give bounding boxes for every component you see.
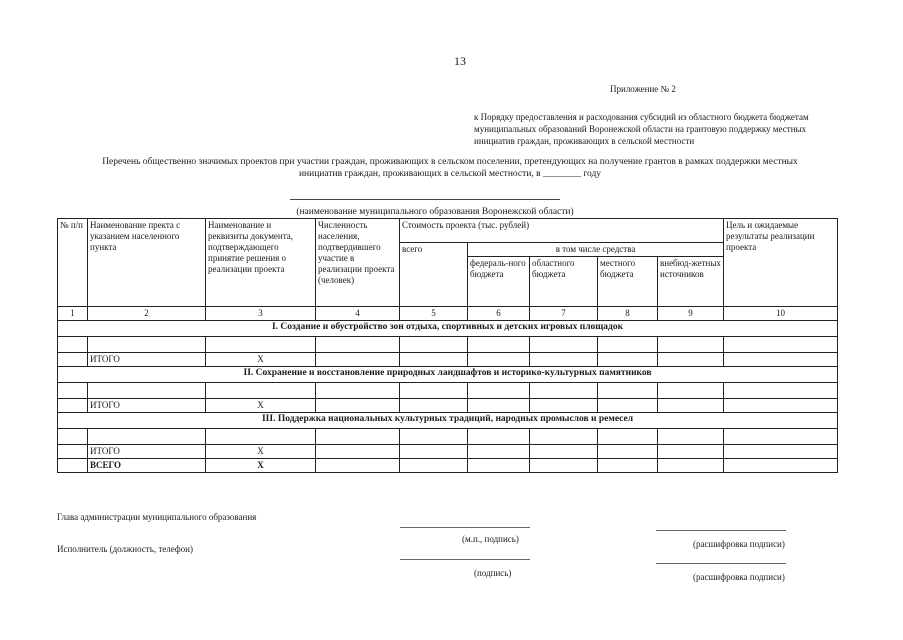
itogo-label: ИТОГО bbox=[88, 445, 206, 459]
header-regional: областного бюджета bbox=[530, 257, 598, 307]
municipality-line bbox=[290, 199, 560, 200]
header-num: № п/п bbox=[58, 219, 88, 307]
head-label: Глава администрации муниципального образования bbox=[57, 512, 257, 522]
x-mark: Х bbox=[206, 445, 316, 459]
appendix-text: к Порядку предоставления и расходования субсидий из областного бюджета бюджетам муниципальных образований Воронежской области на грантовую поддержку местных инициатив граждан, проживающих в сельской местности bbox=[474, 112, 809, 146]
column-number: 3 bbox=[206, 307, 316, 321]
column-number: 7 bbox=[530, 307, 598, 321]
header-including: в том числе средства bbox=[468, 243, 724, 257]
column-number: 5 bbox=[400, 307, 468, 321]
itogo-label: ИТОГО bbox=[88, 399, 206, 413]
table-row bbox=[58, 383, 838, 399]
x-mark: Х bbox=[206, 459, 316, 473]
itogo-row bbox=[58, 445, 838, 459]
signature-line bbox=[656, 563, 786, 564]
decode-label: (расшифровка подписи) bbox=[693, 539, 785, 549]
itogo-row bbox=[58, 399, 838, 413]
signature-label: (подпись) bbox=[474, 568, 512, 578]
column-number: 10 bbox=[724, 307, 838, 321]
header-federal: федераль-ного бюджета bbox=[468, 257, 530, 307]
column-number: 1 bbox=[58, 307, 88, 321]
column-number: 4 bbox=[316, 307, 400, 321]
itogo-label: ИТОГО bbox=[88, 353, 206, 367]
header-extra: внебюд-жетных источников bbox=[658, 257, 724, 307]
section-title: II. Сохранение и восстановление природных ландшафтов и историко-культурных памятников bbox=[58, 367, 838, 383]
x-mark: Х bbox=[206, 399, 316, 413]
table-row bbox=[58, 429, 838, 445]
section-title: I. Создание и обустройство зон отдыха, спортивных и детских игровых площадок bbox=[58, 321, 838, 337]
municipality-label: (наименование муниципального образования Воронежской области) bbox=[296, 207, 574, 217]
column-number: 8 bbox=[598, 307, 658, 321]
header-total: всего bbox=[400, 243, 468, 307]
vsego-label: ВСЕГО bbox=[88, 459, 206, 473]
signature-line bbox=[400, 559, 530, 560]
header-doc: Наименование и реквизиты документа, подтверждающего принятие решения о реализации проекта bbox=[206, 219, 316, 307]
column-number: 2 bbox=[88, 307, 206, 321]
mp-signature-label: (м.п., подпись) bbox=[462, 534, 519, 544]
page-number: 13 bbox=[454, 54, 466, 68]
header-population: Численность населения, подтвердившего участие в реализации проекта (человек) bbox=[316, 219, 400, 307]
x-mark: Х bbox=[206, 353, 316, 367]
header-local: местного бюджета bbox=[598, 257, 658, 307]
header-cost: Стоимость проекта (тыс. рублей) bbox=[400, 219, 724, 243]
itogo-row bbox=[58, 353, 838, 367]
executor-label: Исполнитель (должность, телефон) bbox=[57, 544, 193, 554]
vsego-row bbox=[58, 459, 838, 473]
header-goal: Цель и ожидаемые результаты реализации проекта bbox=[724, 219, 838, 307]
signature-line bbox=[400, 527, 530, 528]
signature-line bbox=[656, 530, 786, 531]
column-number: 9 bbox=[658, 307, 724, 321]
document-heading: Перечень общественно значимых проектов при участии граждан, проживающих в сельском поселении, претендующих на получение грантов в рамках поддержки местных инициатив граждан, проживающих в сельской местности, в ________ году bbox=[102, 157, 798, 179]
table-row bbox=[58, 337, 838, 353]
decode-label: (расшифровка подписи) bbox=[693, 572, 785, 582]
projects-table bbox=[57, 218, 838, 473]
section-title: III. Поддержка национальных культурных традиций, народных промыслов и ремесел bbox=[58, 413, 838, 429]
header-name: Наименование пректа с указанием населенного пункта bbox=[88, 219, 206, 307]
appendix-title: Приложение № 2 bbox=[610, 84, 676, 94]
column-number: 6 bbox=[468, 307, 530, 321]
